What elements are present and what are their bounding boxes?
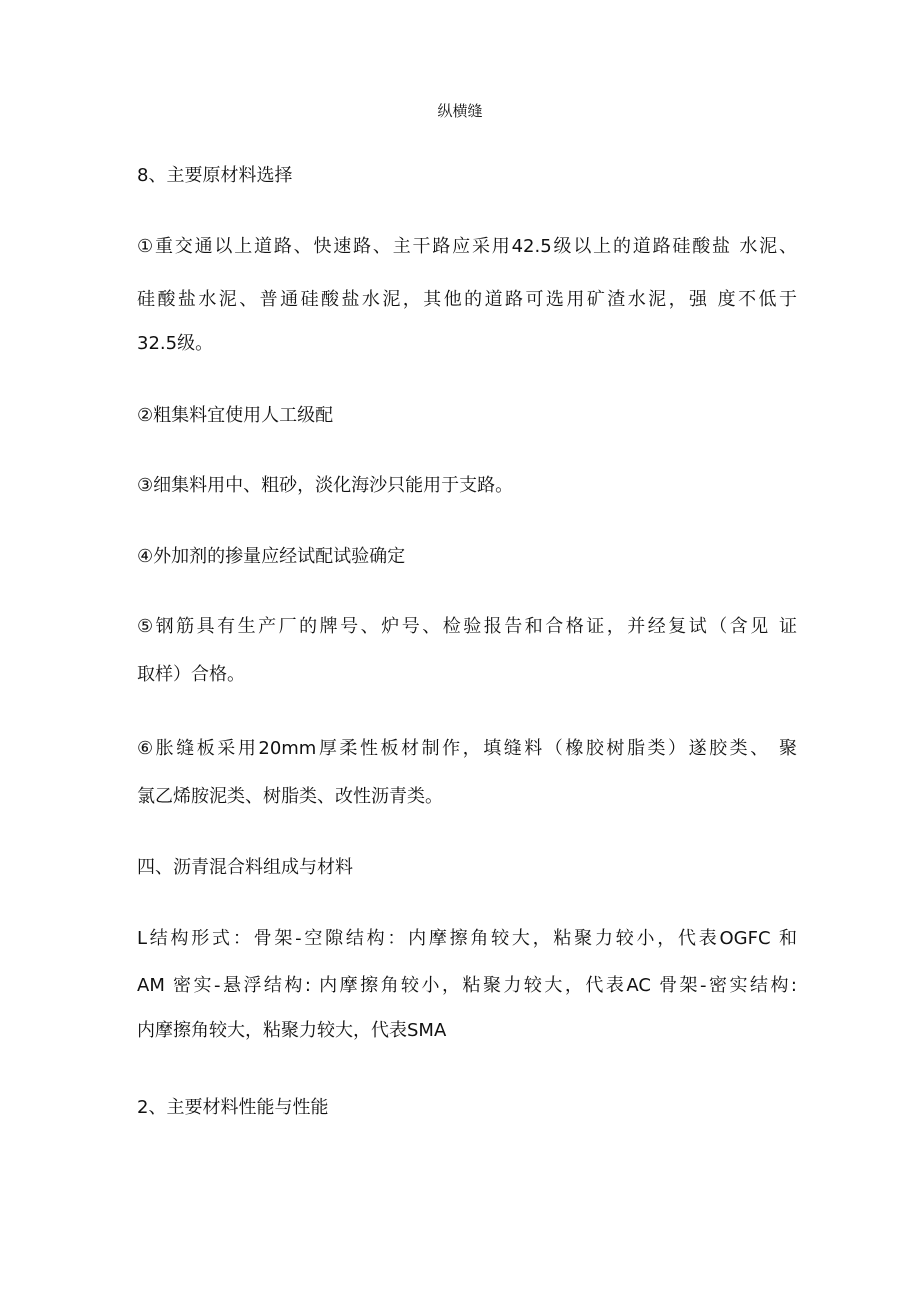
paragraph-admixture: ④外加剂的掺量应经试配试验确定: [137, 546, 406, 567]
paragraph-cement-line-1: ①重交通以上道路、快速路、主干路应采用42.5级以上的道路硅酸盐 水泥、: [137, 236, 797, 257]
paragraph-cement-line-3: 32.5级。: [137, 333, 214, 354]
paragraph-structure-line-2: AM 密实-悬浮结构: 内摩擦角较小，粘聚力较大，代表AC 骨架-密实结构:: [137, 975, 797, 996]
section-heading-asphalt-mixture: 四、沥青混合料组成与材料: [137, 857, 353, 878]
paragraph-rebar-line-1: ⑤钢筋具有生产厂的牌号、炉号、检验报告和合格证，并经复试（含见 证: [137, 616, 797, 637]
section-heading-raw-materials: 8、主要原材料选择: [137, 165, 293, 186]
paragraph-structure-line-1: L结构形式：骨架-空隙结构：内摩擦角较大，粘聚力较小，代表OGFC 和: [137, 928, 797, 949]
paragraph-fine-aggregate: ③细集料用中、粗砂，淡化海沙只能用于支路。: [137, 475, 514, 496]
paragraph-coarse-aggregate: ②粗集料宜使用人工级配: [137, 405, 334, 426]
paragraph-expansion-joint-line-2: 氯乙烯胺泥类、树脂类、改性沥青类。: [137, 786, 443, 807]
paragraph-rebar-line-2: 取样）合格。: [137, 664, 245, 685]
paragraph-cement-line-2: 硅酸盐水泥、普通硅酸盐水泥，其他的道路可选用矿渣水泥，强 度不低于: [137, 289, 797, 310]
paragraph-expansion-joint-line-1: ⑥胀缝板采用20mm厚柔性板材制作，填缝料（橡胶树脂类）遂胶类、 聚: [137, 738, 797, 759]
section-heading-material-properties: 2、主要材料性能与性能: [137, 1097, 329, 1118]
figure-caption: 纵横缝: [437, 102, 483, 120]
paragraph-structure-line-3: 内摩擦角较大，粘聚力较大，代表SMA: [137, 1020, 447, 1041]
